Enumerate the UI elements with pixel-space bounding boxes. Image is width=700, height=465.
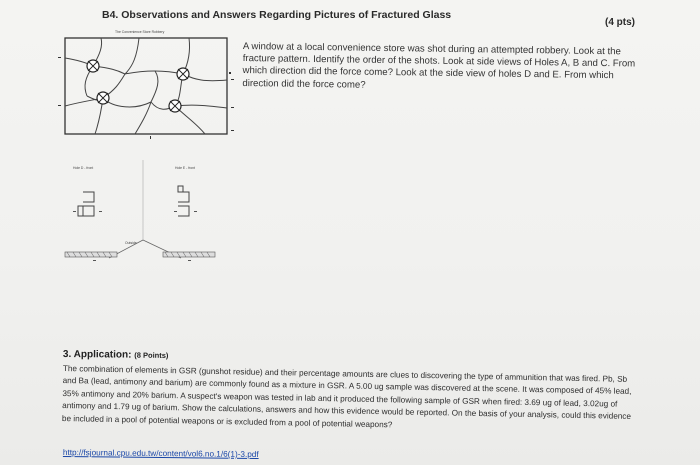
application-points: (8 Points) (134, 350, 169, 360)
application-heading-text: 3. Application: (62, 349, 132, 361)
fractured-window-diagram (55, 26, 235, 141)
side-label-right: Hole E - front (175, 166, 195, 170)
question-points: (4 pts) (605, 17, 635, 28)
reference-link[interactable]: http://fsjournal.cpu.edu.tw/content/vol6.no.1/6(1)-3.pdf (62, 448, 259, 460)
side-view-diagram (63, 160, 223, 270)
window-caption: The Convenience Store Robbery (115, 30, 165, 34)
side-label-left: Hole D - front (73, 166, 94, 170)
application-heading (63, 349, 169, 361)
application-body: The combination of elements in GSR (gunshot residue) and their percentage amounts are clues to discovering the type of ammunition that was fired. Pb, Sb and Ba (lead, antimony and barium) are commonly found as a mixture in GSR. A 5.00 ug sample was discovered at the scene. It was composed of 45% lead, 35% antimony and 20% barium. A suspect's weapon was tested in lab and it produced the following sample of GSR when fired: 3.69 ug of lead, 3.02ug of antimony and 1.79 ug of barium. Show the calculations, answers and how this evidence would be reported. On the basis of your analysis, could this evidence be included in a pool of potential weapons or is excluded from a pool of potential weapons? (61, 363, 632, 429)
bottom-label: Outside (125, 241, 137, 245)
question-prompt: A window at a local convenience store was shot during an attempted robbery. Look at the fracture pattern. Identify the order of the shots. Look at side views of Holes A, B and C. From which direction did the force come? Look at the side view of holes D and E. From which direction did the force come? (242, 41, 636, 91)
question-title: B4. Observations and Answers Regarding Pictures of Fractured Glass (102, 9, 452, 21)
